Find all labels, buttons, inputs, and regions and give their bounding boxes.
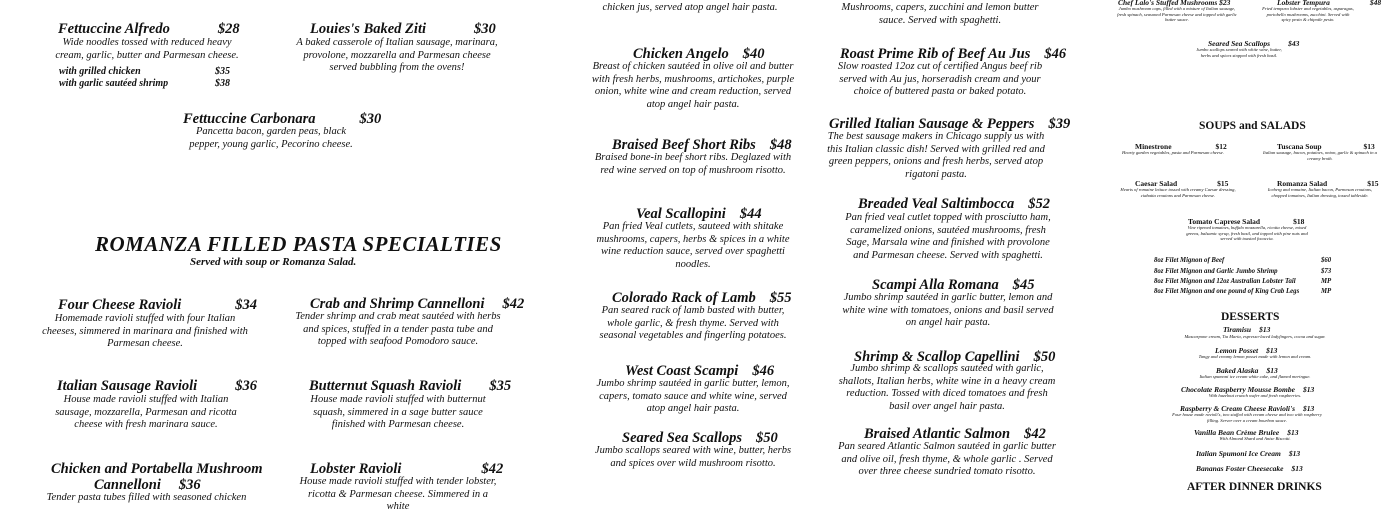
addon-option: with grilled chicken — [59, 66, 141, 77]
steak-option: 8oz Filet Mignon and 12oz Australian Lobster Tail — [1154, 278, 1296, 285]
section-title: SOUPS and SALADS — [1199, 120, 1306, 132]
item-description: Slow roasted 12oz cut of certified Angus beef rib served with Au jus, horseradish cream and your choice of buttered pasta or baked potato. — [837, 61, 1043, 97]
item-price: $40 — [742, 46, 765, 62]
item-price: $15 — [1217, 179, 1229, 188]
item-name: Chocolate Raspberry Mousse Bombe — [1181, 385, 1295, 394]
item-price: $13 — [1363, 142, 1375, 151]
steak-option: 8oz Filet Mignon of Beef — [1154, 257, 1225, 264]
item-name: Grilled Italian Sausage & Peppers — [829, 116, 1035, 132]
item-description: With Almond Shard and Anise Biscotti. — [1219, 436, 1291, 441]
item-name: Italian Spumoni Ice Cream — [1196, 449, 1281, 458]
item-price: $13 — [1302, 385, 1315, 394]
menu-item-title: Chicken and Portabella Mushroom — [51, 461, 263, 477]
item-price: $36 — [235, 378, 257, 394]
item-description: Hearty garden vegetables, pasta and Parmesan cheese. — [1122, 150, 1224, 155]
item-description: Italian sausage, bacon, potatoes, onion, garlic & spinach in a creamy broth. — [1263, 150, 1377, 161]
item-description: Homemade ravioli stuffed with four Italian cheeses, simmered in marinara and finished with Parmesan cheese. — [42, 313, 248, 349]
item-price: $30 — [359, 111, 382, 127]
section-title: DESSERTS — [1221, 311, 1280, 323]
item-description: Tangy and creamy lemon posset made with lemon and cream. — [1198, 354, 1312, 359]
item-name: Shrimp & Scallop Capellini — [854, 349, 1020, 365]
item-description: A baked casserole of Italian sausage, marinara, provolone, mozzarella and Parmesan cheese served bubbling from the ovens! — [296, 37, 498, 73]
item-description: Pan seared rack of lamb basted with butter, whole garlic, & fresh thyme. Served with seasonal vegetables and fingerling potatoes. — [599, 305, 787, 341]
item-description: House made ravioli stuffed with butternut squash, simmered in a sage butter sauce finished with Parmesan cheese. — [310, 394, 486, 430]
item-description: With hazelnut crunch wafer and fresh raspberries. — [1208, 393, 1302, 398]
item-description: The best sausage makers in Chicago supply us with this Italian classic dish! Served with grilled red and green peppers, onions and fresh herbs, served atop rigatoni pasta. — [827, 131, 1045, 180]
item-description: Fried tempura lobster and vegetables, asparagus, portobello mushrooms, zucchini. Served with spicy pesto & chipotle pesto. — [1262, 6, 1354, 23]
item-description: Vine ripened tomatoes, buffalo mozzarella, ricotta cheese, mixed greens, balsamic syrup, fresh basil, and topped with pine nuts and served with toasted focaccia. — [1186, 225, 1308, 242]
item-name: Minestrone — [1135, 142, 1172, 151]
item-name: Crab and Shrimp Cannelloni — [310, 296, 485, 312]
item-price: $13 — [1303, 404, 1315, 413]
item-name: Caesar Salad — [1135, 179, 1178, 188]
item-description: House made ravioli stuffed with tender lobster, ricotta & Parmesan cheese. Simmered in a white — [299, 476, 497, 512]
item-name: Roast Prime Rib of Beef Au Jus — [840, 46, 1031, 62]
item-price: $13 — [1266, 366, 1278, 375]
item-name: Braised Atlantic Salmon — [864, 426, 1011, 442]
item-name: Lemon Posset — [1215, 346, 1259, 355]
item-price: $39 — [1048, 116, 1071, 132]
item-price: $52 — [1028, 196, 1051, 212]
item-price: $13 — [1266, 346, 1278, 355]
section-title: ROMANZA FILLED PASTA SPECIALTIES — [95, 232, 502, 256]
item-name: Tuscana Soup — [1277, 142, 1322, 151]
item-price: $42 — [481, 461, 504, 477]
menu-item-title — [1223, 325, 1270, 334]
steak-price: $73 — [1321, 268, 1332, 275]
item-name: Tomato Caprese Salad — [1188, 217, 1261, 226]
item-name: Breaded Veal Saltimbocca — [858, 196, 1015, 212]
item-description: Jumbo shrimp sautéed in garlic butter, lemon and white wine with tomatoes, onions and basil served on angel hair pasta. — [842, 292, 1054, 328]
item-description: Wide noodles tossed with reduced heavy cream, garlic, butter and Parmesan cheese. — [55, 37, 239, 61]
item-description: Jumbo shrimp sautéed in garlic butter, lemon, capers, tomato sauce and white wine, served atop angel hair pasta. — [596, 378, 790, 414]
addon-option: with garlic sautéed shrimp — [59, 78, 169, 89]
item-description: Breast of chicken sautéed in olive oil and butter with fresh herbs, mushrooms, artichokes, purple onion, white wine and cream reduction, served atop angel hair pasta. — [591, 61, 795, 110]
item-price: $43 — [1288, 39, 1300, 48]
item-description: Mascarpone cream, Tia Maria, espresso-laced ladyfingers, cocoa and sugar. — [1184, 334, 1326, 339]
item-price: $48 — [1369, 0, 1382, 7]
item-description: chicken jus, served atop angel hair pasta. — [602, 2, 778, 13]
menu-item-title — [858, 196, 1050, 213]
item-name: Louies's Baked Ziti — [310, 21, 426, 37]
item-description: Iceberg and romaine, Italian bacon, Parmesan croutons, chopped tomatoes, Italian dressing, tossed tableside. — [1267, 187, 1373, 198]
item-name: West Coast Scampi — [625, 363, 739, 379]
item-name: Colorado Rack of Lamb — [612, 290, 756, 306]
item-description: Mushrooms, capers, zucchini and lemon butter sauce. Served with spaghetti. — [841, 2, 1039, 26]
item-price: $46 — [752, 363, 775, 379]
addon-price: $38 — [215, 78, 230, 89]
item-description: Jumbo scallops seared with wine, butter, herbs and spices over wild mushroom risotto. — [594, 445, 792, 469]
item-description: Pan fried veal cutlet topped with prosciutto ham, caramelized onions, sautéed mushrooms, fresh Sage, Marsala wine and finished with provolone and Parmesan cheese. Served with spaghetti. — [845, 212, 1051, 261]
item-price: $44 — [739, 206, 762, 222]
item-name: Scampi Alla Romana — [872, 277, 999, 293]
item-description: Pan fried Veal cutlets, sauteed with shitake mushrooms, capers, herbs & spices in a white wine reduction sauce, served over spaghetti noodles. — [596, 221, 790, 270]
menu-item-title — [1196, 464, 1303, 473]
section-subtitle: Served with soup or Romanza Salad. — [190, 256, 357, 268]
item-description: Hearts of romaine lettuce tossed with creamy Caesar dressing, ciabatta croutons and Parmesan cheese. — [1120, 187, 1236, 198]
item-name: Veal Scallopini — [636, 206, 726, 222]
item-name: Bananas Foster Cheesecake — [1196, 464, 1284, 473]
item-name: Braised Beef Short Ribs — [612, 137, 756, 153]
item-price: $15 — [1367, 179, 1379, 188]
steak-price: $60 — [1321, 257, 1332, 264]
item-price: $45 — [1012, 277, 1035, 293]
item-price: $18 — [1293, 217, 1305, 226]
item-price: $48 — [769, 137, 792, 153]
item-description: Four house made ravioli's, two stuffed with cream cheese and two with raspberry filling. Server over a cream bourbon sauce. — [1172, 412, 1322, 423]
item-price: $46 — [1044, 46, 1067, 62]
item-description: House made ravioli stuffed with Italian sausage, mozzarella, Parmesan and ricotta cheese with fresh marinara sauce. — [55, 394, 237, 430]
menu-item-title — [57, 378, 257, 395]
section-title: AFTER DINNER DRINKS — [1187, 481, 1322, 493]
item-name: Lobster Ravioli — [310, 461, 402, 477]
item-price: $42 — [502, 296, 525, 312]
steak-price: MP — [1321, 288, 1332, 295]
item-description: Pancetta bacon, garden peas, black pepper, young garlic, Pecorino cheese. — [189, 126, 353, 150]
item-description: Tender shrimp and crab meat sautéed with herbs and spices, stuffed in a tender pasta tube and topped with seafood Pomodoro sauce. — [295, 311, 501, 347]
item-name: Seared Sea Scallops — [622, 430, 743, 446]
item-name: Butternut Squash Ravioli — [309, 378, 462, 394]
item-name: Tiramisu — [1223, 325, 1252, 334]
item-price: $13 — [1259, 325, 1271, 334]
item-price: $42 — [1024, 426, 1046, 442]
item-name: Vanilla Bean Crème Brulee — [1194, 428, 1280, 437]
item-price: $36 — [178, 477, 201, 493]
item-name: Fettuccine Carbonara — [183, 111, 316, 127]
item-name: Chef Lalo's Stuffed Mushrooms — [1118, 0, 1218, 7]
item-price: $35 — [489, 378, 512, 394]
item-name: Romanza Salad — [1277, 179, 1328, 188]
item-price: $13 — [1291, 464, 1303, 473]
item-price: $50 — [1033, 349, 1056, 365]
addon-price: $35 — [215, 66, 230, 77]
item-price: $13 — [1287, 428, 1299, 437]
menu-item-title — [1196, 449, 1300, 458]
item-price: $13 — [1288, 449, 1301, 458]
menu-item-title — [58, 297, 257, 314]
item-price: $12 — [1215, 142, 1227, 151]
item-price: $55 — [769, 290, 792, 306]
item-price: $30 — [474, 21, 496, 37]
item-price: $34 — [235, 297, 258, 313]
item-name: Baked Alaska — [1216, 366, 1259, 375]
item-description: Jumbo scallops seared with white wine, butter, herbs and spices stopped with fresh basil. — [1196, 47, 1282, 58]
item-price: $23 — [1219, 0, 1231, 7]
menu-item-title — [58, 21, 240, 38]
menu-item-title — [310, 21, 496, 38]
item-price: $28 — [217, 21, 240, 37]
steak-option: 8oz Filet Mignon and one pound of King Crab Legs — [1154, 288, 1300, 295]
item-name: Fettuccine Alfredo — [58, 21, 170, 37]
item-price: $50 — [756, 430, 778, 446]
steak-price: MP — [1321, 278, 1332, 285]
item-description: Jumbo shrimp & scallops sautéed with garlic, shallots, Italian herbs, white wine in a heavy cream reduction. Tossed with diced tomatoes and fresh basil over angel hair pasta. — [838, 363, 1056, 412]
item-description: Braised bone-in beef short ribs. Deglazed with red wine served on top of mushroom risotto. — [594, 152, 792, 176]
item-name: Chicken Angelo — [633, 46, 729, 62]
item-description: Jumbo mushroom caps, filled with a mixture of Italian sausage, fresh spinach, seasoned Parmesan cheese and topped with garlic butter sauce. — [1117, 6, 1237, 23]
item-description: Pan seared Atlantic Salmon sautéed in garlic butter and olive oil, fresh thyme, & whole garlic . Served over three cheese sundried tomato risotto. — [838, 441, 1056, 477]
item-name: Italian Sausage Ravioli — [57, 378, 198, 394]
menu-item-title — [309, 378, 511, 395]
item-name: Four Cheese Ravioli — [58, 297, 182, 313]
item-name: Lobster Tempura — [1277, 0, 1330, 7]
item-name: Raspberry & Cream Cheese Ravioli's — [1180, 404, 1295, 413]
steak-option: 8oz Filet Mignon and Garlic Jumbo Shrimp — [1154, 268, 1278, 275]
item-description: Tender pasta tubes filled with seasoned chicken — [46, 492, 247, 503]
item-name: Cannelloni — [94, 477, 161, 493]
item-description: Italian spumoni ice cream white cake, and flamed meringue. — [1199, 374, 1311, 379]
item-name: Seared Sea Scallops — [1208, 39, 1271, 48]
